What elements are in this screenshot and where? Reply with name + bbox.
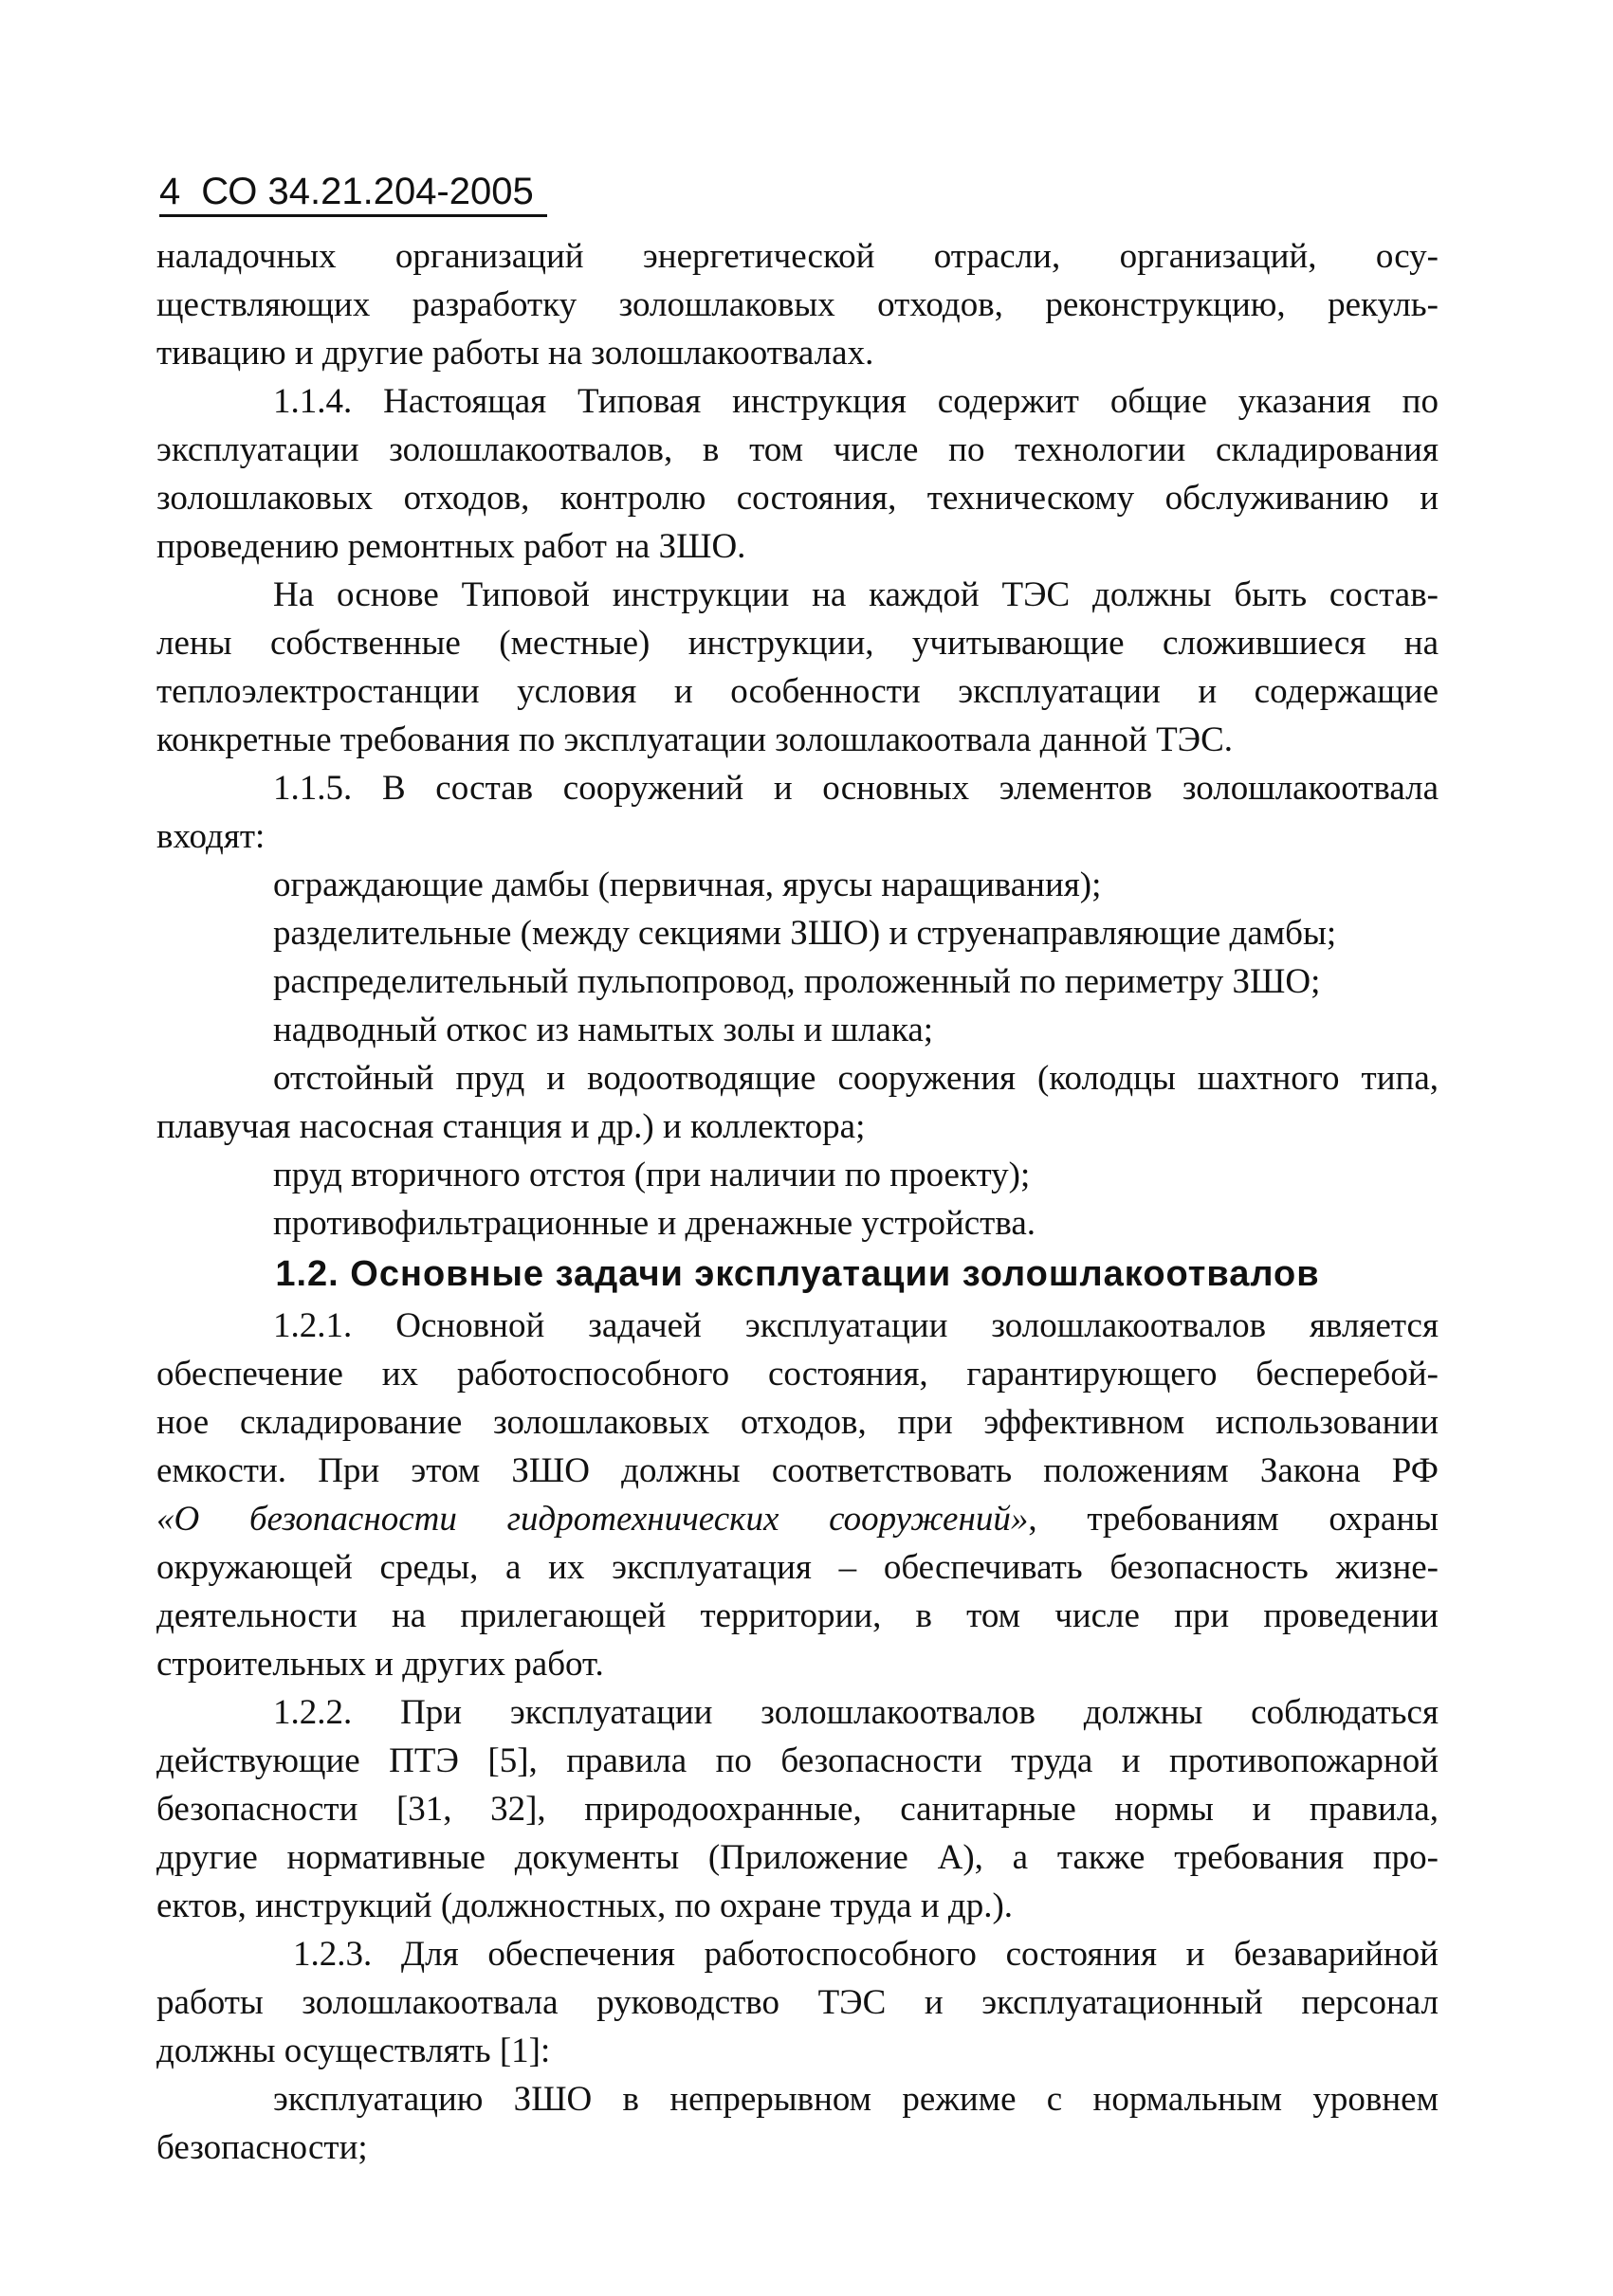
text-line: другие нормативные документы (Приложение А), а также требования про- [156,1838,1439,1877]
list-item-continuation: безопасности; [156,2128,368,2167]
paragraph-1-1-5: 1.1.5. В состав сооружений и основных элементов золошлакоотвала [273,769,1439,808]
text-line: наладочных организаций энергетической отрасли, организаций, осу- [156,237,1439,276]
text-line: проведению ремонтных работ на ЗШО. [156,527,746,566]
list-item: противофильтрационные и дренажные устройства. [273,1204,1036,1243]
text-line: тивацию и другие работы на золошлакоотвалах. [156,334,874,373]
text-line: конкретные требования по эксплуатации золошлакоотвала данной ТЭС. [156,720,1234,759]
text-line: ное складирование золошлаковых отходов, при эффективном использовании [156,1403,1439,1442]
paragraph-1-2-2: 1.2.2. При эксплуатации золошлакоотвалов должны соблюдаться [273,1693,1439,1732]
list-item: отстойный пруд и водоотводящие сооружения (колодцы шахтного типа, [273,1059,1439,1098]
law-title: «О безопасности гидротехнических сооружений» [156,1500,1029,1539]
page-number: 4 [159,171,181,212]
text-line: обеспечение их работоспособного состояния, гарантирующего бесперебой- [156,1355,1439,1394]
text-line: ществляющих разработку золошлаковых отходов, реконструкцию, рекуль- [156,285,1439,324]
document-code: СО 34.21.204-2005 [201,171,534,212]
page-header [159,169,547,217]
text-line: окружающей среды, а их эксплуатация – обеспечивать безопасность жизне- [156,1548,1439,1587]
section-heading: 1.2. Основные задачи эксплуатации золошлакоотвалов [275,1254,1320,1294]
paragraph-1-1-4: 1.1.4. Настоящая Типовая инструкция содержит общие указания по [273,382,1439,421]
paragraph-1-2-3: 1.2.3. Для обеспечения работоспособного состояния и безаварийной [293,1935,1439,1974]
text-line [156,1495,1439,1543]
text-line: лены собственные (местные) инструкции, учитывающие сложившиеся на [156,624,1439,663]
text-line: работы золошлакоотвала руководство ТЭС и эксплуатационный персонал [156,1983,1439,2022]
text-line: деятельности на прилегающей территории, в том числе при проведении [156,1596,1439,1635]
text-line: ектов, инструкций (должностных, по охране труда и др.). [156,1886,1014,1925]
list-item: надводный откос из намытых золы и шлака; [273,1011,934,1049]
text-fragment: , требованиям охраны [1028,1500,1439,1539]
paragraph-local-instructions: На основе Типовой инструкции на каждой ТЭС должны быть состав- [273,575,1439,614]
text-line: действующие ПТЭ [5], правила по безопасности труда и противопожарной [156,1741,1439,1780]
paragraph-1-2-1: 1.2.1. Основной задачей эксплуатации золошлакоотвалов является [273,1306,1439,1345]
list-item: ограждающие дамбы (первичная, ярусы наращивания); [273,866,1102,904]
list-item: эксплуатацию ЗШО в непрерывном режиме с нормальным уровнем [273,2080,1439,2119]
document-body [156,232,1439,2172]
text-line: эксплуатации золошлакоотвалов, в том числе по технологии складирования [156,430,1439,469]
list-item: распределительный пульпопровод, проложенный по периметру ЗШО; [273,962,1321,1001]
list-item: разделительные (между секциями ЗШО) и струенаправляющие дамбы; [273,914,1337,953]
list-item: пруд вторичного отстоя (при наличии по проекту); [273,1156,1031,1194]
text-line: золошлаковых отходов, контролю состояния, техническому обслуживанию и [156,479,1439,518]
text-line: входят: [156,817,266,856]
text-line: должны осуществлять [1]: [156,2032,551,2070]
text-line: теплоэлектростанции условия и особенности эксплуатации и содержащие [156,672,1439,711]
text-line: строительных и других работ. [156,1645,604,1684]
text-line: емкости. При этом ЗШО должны соответствовать положениям Закона РФ [156,1451,1439,1490]
text-line: безопасности [31, 32], природоохранные, санитарные нормы и правила, [156,1790,1439,1829]
list-item-continuation: плавучая насосная станция и др.) и коллектора; [156,1107,866,1146]
